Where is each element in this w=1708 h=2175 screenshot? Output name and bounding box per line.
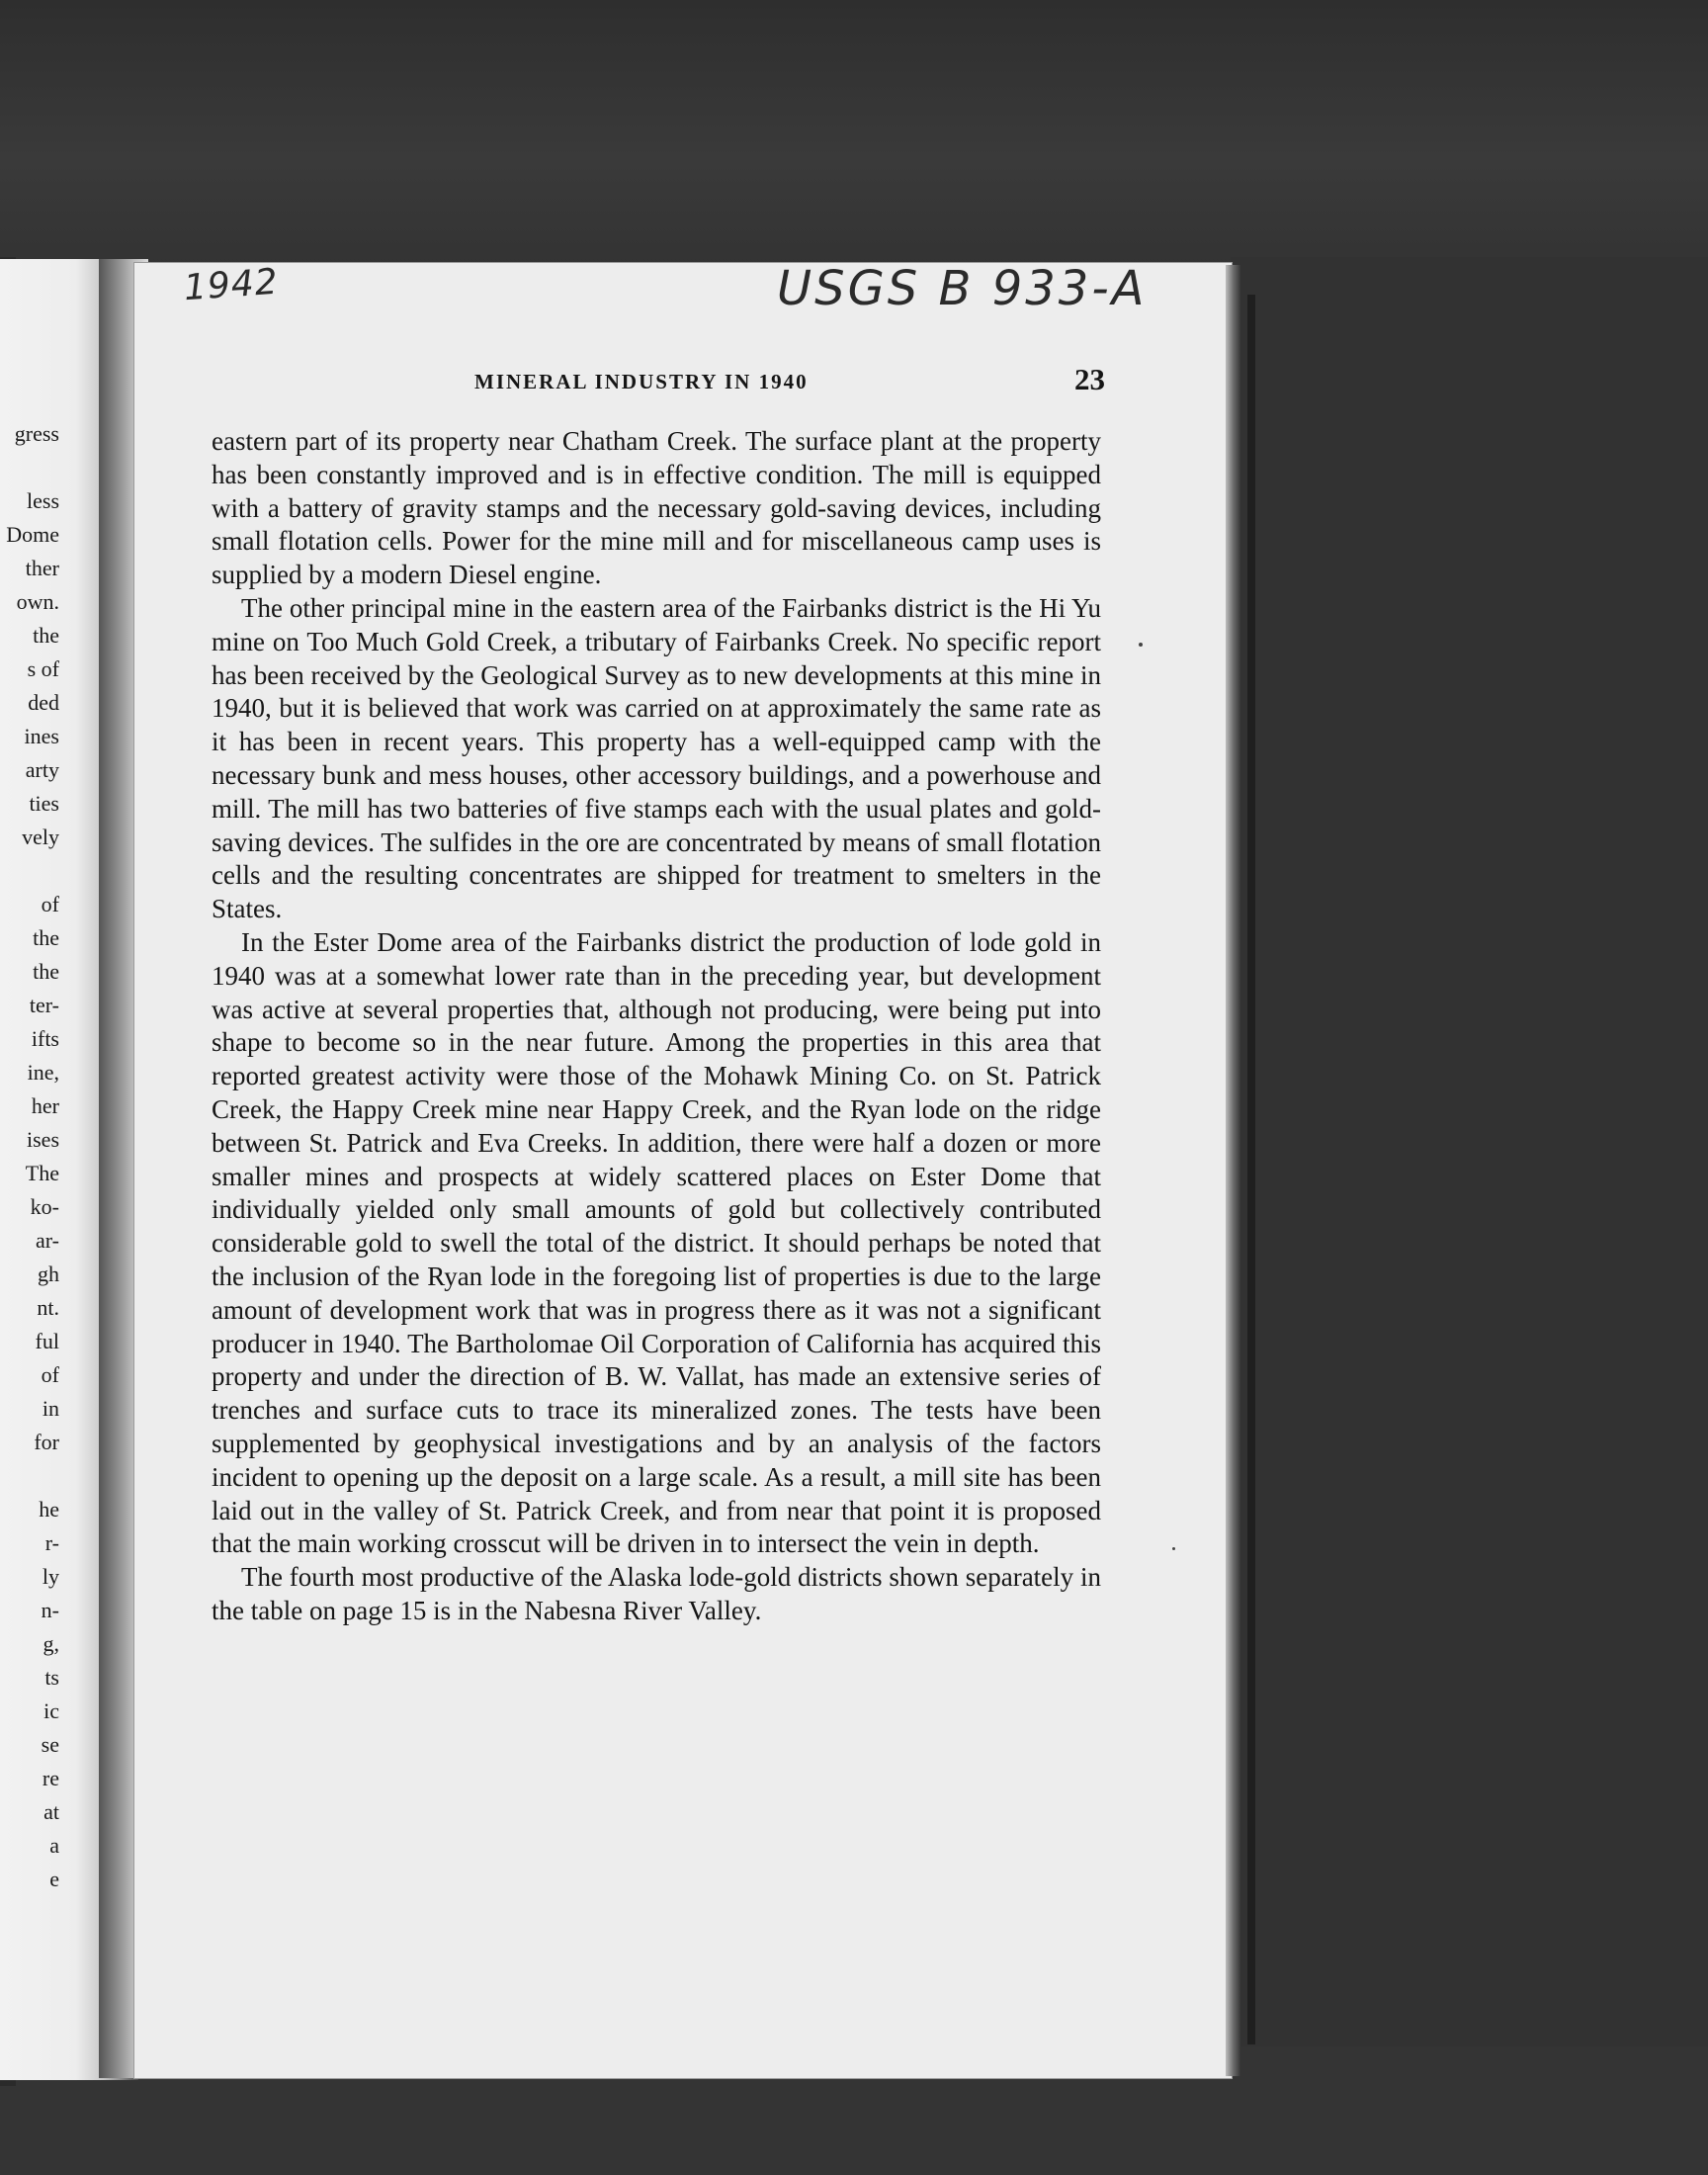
- left-page-fragment: ful: [35, 1329, 59, 1353]
- left-page-fragment: Dome: [6, 522, 59, 547]
- scan-speck: [1172, 1547, 1175, 1550]
- left-page-fragment: ter-: [29, 993, 59, 1017]
- left-page-fragment: in: [42, 1396, 59, 1421]
- left-page-fragment: less: [27, 488, 59, 513]
- paragraph: The other principal mine in the eastern area of the Fairbanks district is the Hi Yu mine on Too Much Gold Creek, a tributary of Fairbanks Creek. No specific report has been received by the Geological Survey as to new developments at this mine in 1940, but it is believed that work was carried on at approximately the same rate as it has been in recent years. This property has a well-equipped camp with the necessary bunk and mess houses, other accessory buildings, and a powerhouse and mill. The mill has two batteries of five stamps each with the usual plates and gold-saving devices. The sulfides in the ore are concentrated by means of small flotation cells and the resulting concentrates are shipped for treatment to smelters in the States.: [212, 592, 1101, 924]
- left-page-fragment: of: [41, 1362, 59, 1387]
- body-text: [212, 425, 1101, 1628]
- scan-border-right: [1231, 257, 1708, 2175]
- handwritten-year-note: 1942: [182, 261, 280, 309]
- left-page-fragment: s of: [27, 656, 59, 681]
- page-number: 23: [1074, 362, 1105, 396]
- left-page-fragment: [0, 451, 59, 484]
- left-page-fragment: [0, 854, 59, 888]
- left-page-fragment: ine,: [27, 1060, 59, 1085]
- left-page-fragment: ties: [29, 791, 59, 816]
- left-page-fragment: the: [33, 925, 59, 950]
- left-page-fragment: own.: [16, 589, 59, 614]
- left-page-fragment: ly: [42, 1564, 59, 1589]
- paragraph: The fourth most productive of the Alaska lode-gold districts shown separately in the table on page 15 is in the Nabesna River Valley.: [212, 1562, 1101, 1625]
- left-page-fragment: ises: [27, 1127, 59, 1152]
- page-edge-shadow: [1226, 265, 1241, 2076]
- left-page-fragment: vely: [22, 825, 59, 849]
- left-page-fragment: ther: [25, 556, 59, 580]
- left-page-fragment: ko-: [30, 1194, 59, 1219]
- left-page-fragment: re: [42, 1766, 59, 1790]
- left-page-fragment: e: [49, 1867, 59, 1891]
- left-page-fragment: se: [41, 1732, 59, 1757]
- page-stack-edge: [1247, 295, 1255, 2044]
- left-page-fragment: he: [39, 1497, 59, 1522]
- left-page-text-fragments: [0, 417, 59, 1896]
- left-page-fragment: ar-: [36, 1228, 59, 1253]
- running-head: [215, 362, 1105, 403]
- left-page-fragment: r-: [44, 1530, 59, 1555]
- left-page-fragment: arty: [25, 757, 59, 782]
- left-page-fragment: at: [43, 1799, 59, 1824]
- scan-speck: [1139, 643, 1143, 647]
- left-page-fragment: [0, 1459, 59, 1493]
- left-page-fragment: g,: [43, 1631, 59, 1656]
- left-page-fragment: ts: [44, 1665, 59, 1690]
- left-page-fragment: of: [41, 892, 59, 916]
- left-page-fragment: her: [31, 1093, 59, 1118]
- left-page-fragment: gress: [14, 421, 59, 446]
- running-title: MINERAL INDUSTRY IN 1940: [474, 370, 809, 393]
- paragraph: In the Ester Dome area of the Fairbanks district the production of lode gold in 1940 was at a somewhat lower rate than in the preceding year, but development was active at several properties that, although not producing, were being put into shape to become so in the near future. Among the properties in this area that reported greatest activity were those of the Mohawk Mining Co. on St. Patrick Creek, the Happy Creek mine near Happy Creek, and the Ryan lode on the ridge between St. Patrick and Eva Creeks. In addition, there were half a dozen or more smaller mines and prospects at widely scattered places on Ester Dome that individually yielded only small amounts of gold but collectively contributed considerable gold to swell the total of the district. It should perhaps be noted that the inclusion of the Ryan lode in the foregoing list of properties is due to the large amount of development work that was in progress there as it was not a significant producer in 1940. The Bartholomae Oil Corporation of California has acquired this property and under the direction of B. W. Vallat, has made an extensive series of trenches and surface cuts to trace its mineralized zones. The tests have been supplemented by geophysical investigations and by an analysis of the factors incident to opening up the deposit on a large scale. As a result, a mill site has been laid out in the valley of St. Patrick Creek, and from near that point it is proposed that the main working crosscut will be driven in to intersect the vein in depth.: [212, 926, 1101, 1559]
- left-page-fragment: ded: [28, 690, 59, 715]
- left-page-fragment: ic: [43, 1698, 59, 1723]
- paragraph: eastern part of its property near Chatham Creek. The surface plant at the property has been constantly improved and is in effective condition. The mill is equipped with a battery of gravity stamps and the necessary gold-saving devices, including small flotation cells. Power for the mine mill and for miscellaneous camp uses is supplied by a modern Diesel engine.: [212, 426, 1101, 590]
- left-page-fragment: gh: [38, 1262, 59, 1286]
- left-page-fragment: the: [33, 959, 59, 984]
- left-page-fragment: the: [33, 623, 59, 648]
- left-page-fragment: nt.: [37, 1295, 59, 1320]
- left-page-fragment: for: [34, 1430, 59, 1454]
- left-page-fragment: The: [25, 1161, 59, 1185]
- left-page-fragment: ifts: [31, 1026, 59, 1051]
- handwritten-catalog-note: USGS B 933-A: [777, 261, 1148, 316]
- scan-border-top: [0, 0, 1708, 267]
- left-page-fragment: a: [49, 1833, 59, 1858]
- left-page-fragment: ines: [24, 724, 59, 748]
- left-page-fragment: n-: [41, 1598, 59, 1622]
